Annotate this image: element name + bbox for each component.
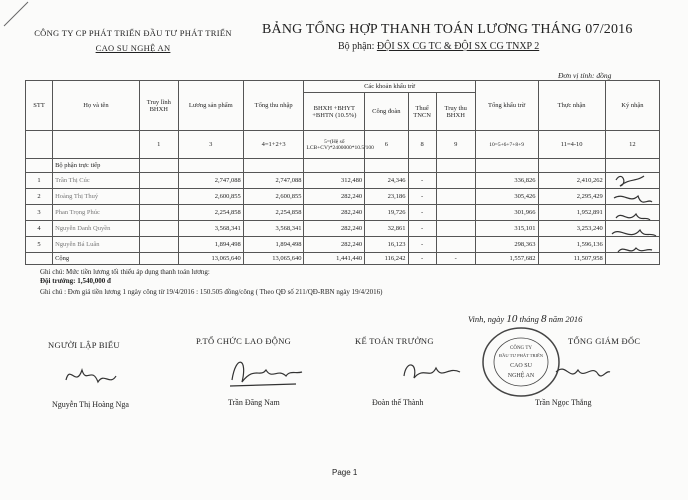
formula-cell: 4=1+2+3 (243, 131, 304, 159)
row-union: 16,123 (365, 237, 408, 253)
row-name: Phan Trọng Phúc (53, 205, 140, 221)
signature-director (552, 358, 612, 388)
total-salary: 13,065,640 (178, 253, 243, 265)
row-bhxh-collect (436, 221, 475, 237)
row-tax: - (408, 205, 436, 221)
total-bhxh-collect: - (436, 253, 475, 265)
header-net: Thực nhận (538, 81, 605, 131)
stamp-line2: ĐẦU TƯ PHÁT TRIỂN (498, 353, 544, 358)
row-union: 24,346 (365, 173, 408, 189)
row-tax: - (408, 221, 436, 237)
row-total-income: 1,894,498 (243, 237, 304, 253)
note-min-wage: Ghi chú: Mức tiền lương tối thiểu áp dụng thanh toán lương: (40, 268, 210, 276)
formula-cell: 10=5+6+7+8+9 (475, 131, 538, 159)
department-value: ĐỘI SX CG TC & ĐỘI SX CG TNXP 2 (376, 41, 540, 52)
signature-row-1 (616, 176, 644, 186)
header-stt: STT (26, 81, 53, 131)
signer-role-3: KẾ TOÁN TRƯỞNG (355, 336, 434, 346)
formula-cell: 5=(Hệ số LCB+CV)*2400000*10.5/100 (304, 131, 365, 159)
signature-row-3 (616, 214, 650, 220)
row-total-income: 3,568,341 (243, 221, 304, 237)
company-header (28, 28, 238, 53)
department-line (338, 41, 539, 52)
row-bhxh-received (139, 221, 178, 237)
table-row (26, 205, 660, 221)
row-name: Nguyễn Danh Quyền (53, 221, 140, 237)
date-place: Vinh, ngày (468, 314, 505, 324)
formula-cell: 6 (365, 131, 408, 159)
row-stt: 5 (26, 237, 53, 253)
row-stt: 1 (26, 173, 53, 189)
row-bhxh: 282,240 (304, 189, 365, 205)
row-net: 2,410,262 (538, 173, 605, 189)
stamp-line4: NGHỆ AN (507, 373, 535, 379)
group-label: Bộ phận trực tiếp (53, 159, 140, 173)
header-union: Công đoàn (365, 93, 408, 131)
formula-cell: 8 (408, 131, 436, 159)
date-day: 10 (506, 313, 518, 325)
page-fold-mark (0, 0, 30, 30)
row-salary: 3,568,341 (178, 221, 243, 237)
department-label: Bộ phận: (338, 41, 375, 52)
header-bhxh-collect: Truy thu BHXH (436, 93, 475, 131)
row-total-income: 2,600,855 (243, 189, 304, 205)
total-deduct: 1,557,682 (475, 253, 538, 265)
row-net: 2,295,429 (538, 189, 605, 205)
date-month-label: tháng (519, 314, 539, 324)
row-name: Nguyễn Bá Luân (53, 237, 140, 253)
header-tax: Thuế TNCN (408, 93, 436, 131)
total-row (26, 253, 660, 265)
total-union: 116,242 (365, 253, 408, 265)
company-line1: CÔNG TY CP PHÁT TRIỂN ĐẦU TƯ PHÁT TRIỂN (34, 28, 232, 38)
row-bhxh-received (139, 189, 178, 205)
total-net: 11,507,958 (538, 253, 605, 265)
signer-name-1: Nguyễn Thị Hoàng Nga (52, 400, 129, 409)
header-salary: Lương sản phẩm (178, 81, 243, 131)
header-name: Họ và tên (53, 81, 140, 131)
signature-row-2 (614, 196, 652, 202)
stamp-line1: CÔNG TY (510, 346, 532, 351)
row-stt: 3 (26, 205, 53, 221)
row-bhxh: 282,240 (304, 221, 365, 237)
note-unit-price: Ghi chú : Đơn giá tiền lương 1 ngày công từ 19/4/2016 : 150.505 đồng/công ( Theo QĐ số 211/QĐ-RBN ngày 19/4/2016) (40, 288, 383, 296)
signature-accountant (398, 352, 468, 388)
row-bhxh: 282,240 (304, 205, 365, 221)
total-income: 13,065,640 (243, 253, 304, 265)
company-line2: CAO SU NGHỆ AN (95, 43, 171, 53)
header-deductions-group: Các khoản khấu trừ (304, 81, 475, 93)
signature-hr (226, 350, 306, 390)
formula-row (26, 131, 660, 159)
row-tax: - (408, 189, 436, 205)
note-team-leader: Đội trưởng: 1,540,000 đ (40, 277, 111, 285)
signer-name-2: Trần Đăng Nam (228, 398, 280, 407)
row-bhxh-received (139, 237, 178, 253)
row-total-deduct: 305,426 (475, 189, 538, 205)
row-total-income: 2,254,858 (243, 205, 304, 221)
signer-name-3: Đoàn thế Thành (372, 398, 424, 407)
page-number: Page 1 (332, 468, 358, 477)
signature-row-4 (612, 230, 656, 236)
table-row (26, 237, 660, 253)
row-name: Hoàng Thị Thuý (53, 189, 140, 205)
date-month: 8 (540, 313, 547, 325)
total-tax: - (408, 253, 436, 265)
row-bhxh: 312,480 (304, 173, 365, 189)
row-stt: 4 (26, 221, 53, 237)
row-bhxh-received (139, 205, 178, 221)
date-year: năm 2016 (548, 314, 583, 324)
row-net: 3,253,240 (538, 221, 605, 237)
row-union: 23,186 (365, 189, 408, 205)
row-stt: 2 (26, 189, 53, 205)
row-bhxh-collect (436, 237, 475, 253)
row-total-deduct: 298,363 (475, 237, 538, 253)
row-salary: 2,254,858 (178, 205, 243, 221)
row-bhxh-received (139, 173, 178, 189)
signer-role-1: NGƯỜI LẬP BIỂU (48, 340, 120, 350)
row-union: 32,861 (365, 221, 408, 237)
table-row (26, 221, 660, 237)
signer-role-4: TỔNG GIÁM ĐỐC (568, 336, 641, 346)
formula-cell: 11=4-10 (538, 131, 605, 159)
signer-name-4: Trần Ngọc Thắng (535, 398, 592, 407)
row-salary: 2,600,855 (178, 189, 243, 205)
total-bhxh: 1,441,440 (304, 253, 365, 265)
row-union: 19,726 (365, 205, 408, 221)
row-name: Trần Thị Cúc (53, 173, 140, 189)
row-bhxh: 282,240 (304, 237, 365, 253)
header-bhxh: BHXH +BHYT +BHTN (10.5%) (304, 93, 365, 131)
row-salary: 1,894,498 (178, 237, 243, 253)
row-total-deduct: 315,101 (475, 221, 538, 237)
header-total-deduct: Tổng khấu trừ (475, 81, 538, 131)
header-total-income: Tổng thu nhập (243, 81, 304, 131)
row-total-deduct: 301,966 (475, 205, 538, 221)
stamp-line3: CAO SU (510, 363, 532, 369)
document-title: BẢNG TỔNG HỢP THANH TOÁN LƯƠNG THÁNG 07/2016 (262, 22, 633, 37)
signer-role-2: P.TỔ CHỨC LAO ĐỘNG (196, 336, 292, 346)
signature-preparer (60, 358, 120, 394)
formula-cell: 12 (605, 131, 659, 159)
row-total-deduct: 336,826 (475, 173, 538, 189)
row-bhxh-collect (436, 173, 475, 189)
row-tax: - (408, 173, 436, 189)
row-bhxh-collect (436, 189, 475, 205)
row-total-income: 2,747,088 (243, 173, 304, 189)
row-salary: 2,747,088 (178, 173, 243, 189)
row-net: 1,596,136 (538, 237, 605, 253)
header-sign: Ký nhận (605, 81, 659, 131)
group-row (26, 159, 660, 173)
row-net: 1,952,891 (538, 205, 605, 221)
unit-label: Đơn vị tính: đồng (558, 71, 612, 80)
signature-row-5 (618, 248, 652, 252)
formula-cell: 9 (436, 131, 475, 159)
table-row (26, 173, 660, 189)
formula-cell: 1 (139, 131, 178, 159)
recipient-signatures (610, 168, 660, 258)
table-row (26, 189, 660, 205)
header-bhxh-received: Truy lĩnh BHXH (139, 81, 178, 131)
row-bhxh-collect (436, 205, 475, 221)
payroll-table (25, 80, 660, 265)
formula-cell: 3 (178, 131, 243, 159)
total-label: Cộng (53, 253, 140, 265)
row-tax: - (408, 237, 436, 253)
